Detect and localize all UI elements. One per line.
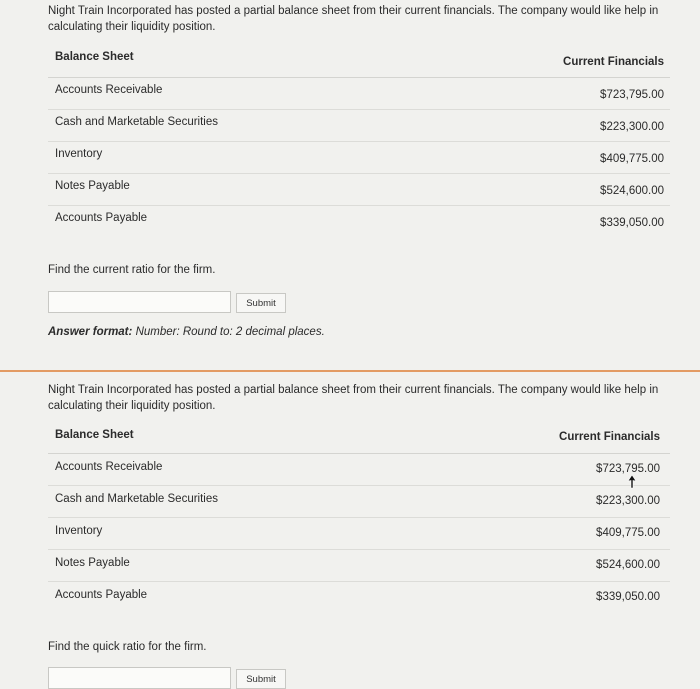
- row-label: Cash and Marketable Securities: [55, 493, 218, 505]
- header-balance-sheet: Balance Sheet: [55, 429, 134, 441]
- submit-button[interactable]: Submit: [236, 293, 286, 313]
- answer-format-text: Number: Round to: 2 decimal places.: [135, 326, 325, 338]
- header-balance-sheet: Balance Sheet: [55, 51, 134, 63]
- table-row: [48, 454, 670, 486]
- row-label: Inventory: [55, 148, 103, 160]
- row-value: $723,795.00: [596, 463, 660, 475]
- row-value: $409,775.00: [600, 153, 664, 165]
- table-row: [48, 142, 670, 174]
- answer-input[interactable]: [48, 667, 231, 689]
- row-label: Accounts Receivable: [55, 461, 163, 473]
- mouse-cursor-icon: [627, 475, 637, 489]
- table-row: [48, 78, 670, 110]
- answer-format-label: Answer format:: [48, 326, 133, 338]
- answer-input[interactable]: [48, 291, 231, 313]
- table-row: [48, 110, 670, 142]
- table-row: [48, 486, 670, 518]
- submit-button[interactable]: Submit: [236, 669, 286, 689]
- row-label: Accounts Payable: [55, 589, 148, 601]
- balance-sheet-table: [48, 422, 670, 613]
- problem-panel-2: [0, 372, 700, 688]
- row-label: Accounts Payable: [55, 212, 148, 224]
- row-label: Inventory: [55, 525, 103, 537]
- table-header: [48, 44, 670, 78]
- question-text: Find the quick ratio for the firm.: [48, 641, 207, 653]
- question-text: Find the current ratio for the firm.: [48, 264, 216, 276]
- row-value: $524,600.00: [600, 185, 664, 197]
- table-row: [48, 518, 670, 550]
- row-label: Notes Payable: [55, 557, 130, 569]
- row-value: $223,300.00: [596, 495, 660, 507]
- row-label: Notes Payable: [55, 180, 130, 192]
- problem-intro: Night Train Incorporated has posted a partial balance sheet from their current financials. The company would like help in calculating their liquidity position.: [48, 384, 659, 412]
- table-row: [48, 206, 670, 237]
- row-value: $223,300.00: [600, 121, 664, 133]
- header-current-financials: Current Financials: [563, 56, 664, 68]
- table-row: [48, 174, 670, 206]
- row-value: $339,050.00: [596, 591, 660, 603]
- row-value: $339,050.00: [600, 217, 664, 229]
- row-value: $409,775.00: [596, 527, 660, 539]
- table-row: [48, 550, 670, 582]
- answer-format: [48, 326, 325, 338]
- balance-sheet-table: [48, 44, 670, 237]
- table-row: [48, 582, 670, 613]
- header-current-financials: Current Financials: [559, 431, 660, 443]
- row-value: $723,795.00: [600, 89, 664, 101]
- row-label: Accounts Receivable: [55, 84, 163, 96]
- row-value: $524,600.00: [596, 559, 660, 571]
- table-header: [48, 422, 670, 454]
- problem-intro: Night Train Incorporated has posted a partial balance sheet from their current financials. The company would like help in calculating their liquidity position.: [48, 5, 659, 33]
- row-label: Cash and Marketable Securities: [55, 116, 218, 128]
